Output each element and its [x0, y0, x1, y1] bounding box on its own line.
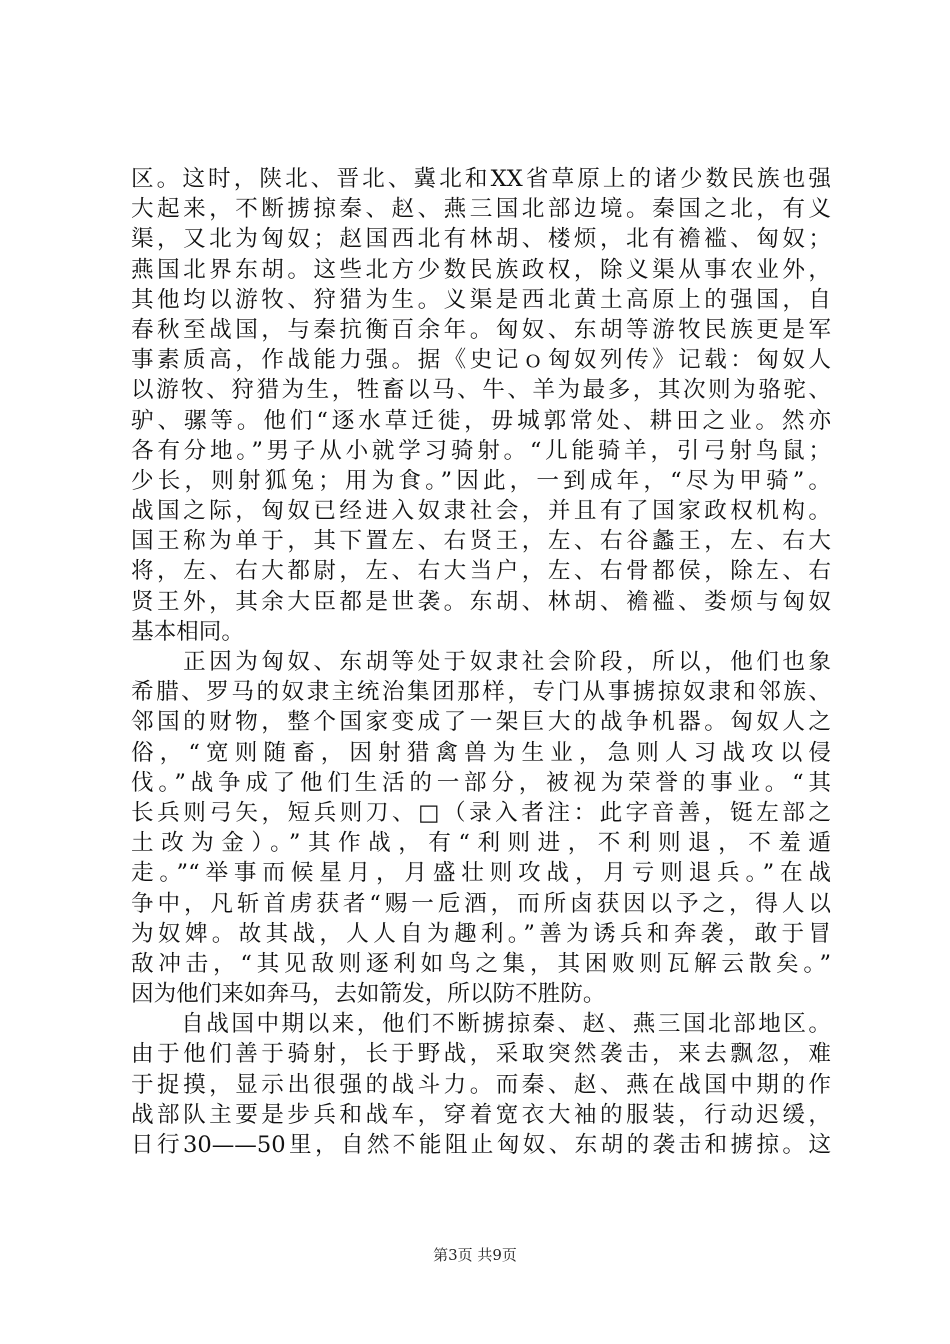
- text-line: 以游牧、狩猎为生，牲畜以马、牛、羊为最多，其次则为骆驼、: [131, 377, 831, 404]
- text-line: 区。这时，陕北、晋北、冀北和XX省草原上的诸少数民族也强: [131, 166, 831, 192]
- text-line: 春秋至战国，与秦抗衡百余年。匈奴、东胡等游牧民族更是军: [131, 316, 831, 343]
- text-line: 驴、骡等。他们“逐水草迁徙，毋城郭常处、耕田之业。然亦: [131, 407, 831, 434]
- text-line: 伐。”战争成了他们生活的一部分，被视为荣誉的事业。“其: [131, 769, 831, 796]
- text-line: 土改为金）。”其作战，有“利则进，不利则退，不羞遁: [131, 830, 831, 857]
- text-line: 因为他们来如奔马，去如箭发，所以防不胜防。: [131, 981, 606, 1008]
- text-line: 长兵则弓矢，短兵则刀、□（录入者注：此字音善，铤左部之: [131, 799, 831, 826]
- text-line: 渠，又北为匈奴；赵国西北有林胡、楼烦，北有襜褴、匈奴；: [131, 226, 831, 253]
- page-footer: 第3页 共9页: [433, 1246, 517, 1264]
- text-line: 日行30——50里，自然不能阻止匈奴、东胡的袭击和掳掠。这: [131, 1132, 831, 1158]
- body-text: [131, 164, 831, 1160]
- text-line: 国王称为单于，其下置左、右贤王，左、右谷蠡王，左、右大: [131, 528, 831, 555]
- text-line: 战国之际，匈奴已经进入奴隶社会，并且有了国家政权机构。: [131, 498, 831, 525]
- text-line: 事素质高，作战能力强。据《史记ｏ匈奴列传》记载：匈奴人: [131, 347, 831, 374]
- text-line: 邻国的财物，整个国家变成了一架巨大的战争机器。匈奴人之: [131, 709, 831, 736]
- text-line: 希腊、罗马的奴隶主统治集团那样，专门从事掳掠奴隶和邻族、: [131, 679, 831, 706]
- text-line: 俗，“宽则随畜，因射猎禽兽为生业，急则人习战攻以侵: [131, 739, 831, 766]
- text-line: 自战国中期以来，他们不断掳掠秦、赵、燕三国北部地区。: [131, 1011, 831, 1038]
- text-line: 走。”“举事而候星月，月盛壮则攻战，月亏则退兵。”在战: [131, 860, 831, 887]
- text-line: 争中，凡斩首虏获者“赐一卮酒，而所卤获因以予之，得人以: [131, 890, 831, 917]
- text-line: 为奴婢。故其战，人人自为趣利。”善为诱兵和奔袭，敢于冒: [131, 920, 831, 947]
- text-line: 战部队主要是步兵和战车，穿着宽衣大袖的服装，行动迟缓，: [131, 1101, 831, 1128]
- text-line: 大起来，不断掳掠秦、赵、燕三国北部边境。秦国之北，有义: [131, 196, 831, 223]
- text-line: 将，左、右大都尉，左、右大当户，左、右骨都侯，除左、右: [131, 558, 831, 585]
- text-line: 少长，则射狐兔；用为食。”因此，一到成年，“尽为甲骑”。: [131, 467, 831, 494]
- text-line: 其他均以游牧、狩猎为生。义渠是西北黄土高原上的强国，自: [131, 286, 831, 313]
- text-line: 于捉摸，显示出很强的战斗力。而秦、赵、燕在战国中期的作: [131, 1071, 831, 1098]
- text-line: 正因为匈奴、东胡等处于奴隶社会阶段，所以，他们也象: [131, 649, 831, 675]
- text-line: 由于他们善于骑射，长于野战，采取突然袭击，来去飘忽，难: [131, 1041, 831, 1068]
- text-line: 各有分地。”男子从小就学习骑射。“儿能骑羊，引弓射鸟鼠；: [131, 437, 831, 464]
- text-line: 敌冲击，“其见敌则逐利如鸟之集，其困败则瓦解云散矣。”: [131, 950, 831, 977]
- text-line: 贤王外，其余大臣都是世袭。东胡、林胡、襜褴、娄烦与匈奴: [131, 588, 831, 615]
- text-line: 燕国北界东胡。这些北方少数民族政权，除义渠从事农业外，: [131, 256, 831, 283]
- text-line: 基本相同。: [131, 618, 244, 645]
